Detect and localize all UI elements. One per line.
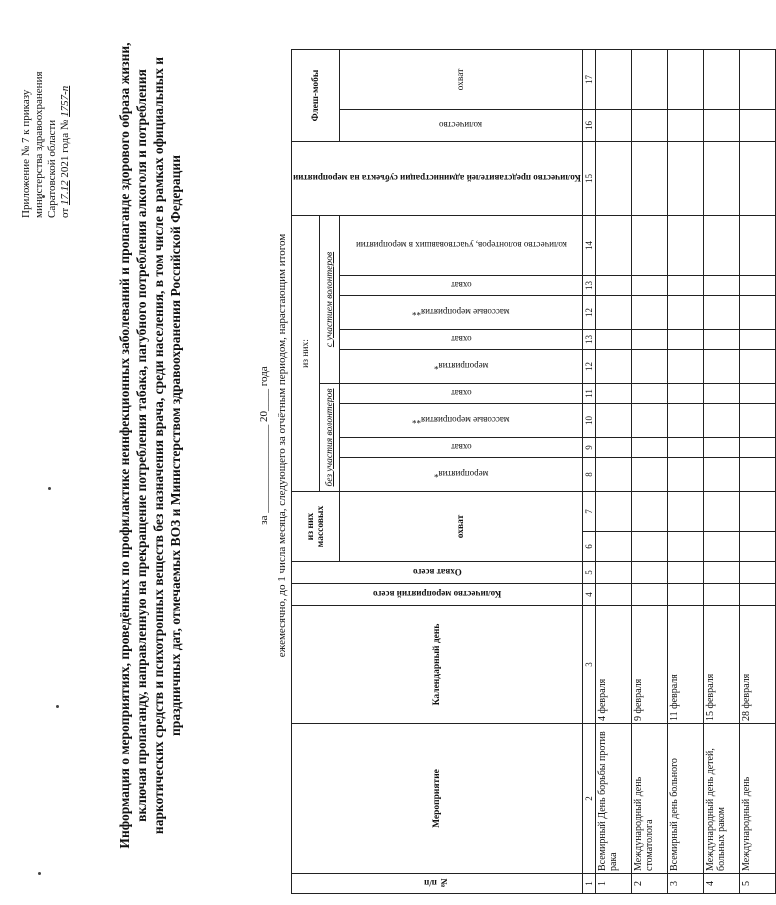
approval-number: 1757-п	[59, 85, 71, 117]
header-coverage-3: охват	[340, 330, 583, 350]
column-number-row: 1 2 3 4 5 6 7 8 9 10 11 12 13 12 13 14 15 16 17	[582, 50, 595, 894]
header-coverage-1: охват	[340, 438, 583, 458]
header-mass-events-2: массовые мероприятия**	[340, 296, 583, 330]
table-row: 2 Международный день стоматолога 9 февраля	[631, 50, 667, 894]
header-coverage-2: охват	[340, 384, 583, 404]
header-event: Мероприятие	[292, 724, 583, 874]
header-events-1: мероприятия*	[340, 458, 583, 492]
approval-date-line: от 17.12 2021 года № 1757-п	[59, 85, 71, 218]
header-mass-events-1: массовые мероприятия**	[340, 404, 583, 438]
header-flashmob-coverage: охват	[340, 50, 583, 110]
approval-line-3: Саратовской области	[46, 119, 58, 218]
header-mass: из них массовых	[292, 492, 340, 562]
header-representatives: Количество представителей администрации субъекта на мероприятии	[292, 142, 583, 216]
header-count-total: Количество мероприятий всего	[292, 584, 583, 606]
reporting-subtitle: ежемесячно, до 1 числа месяца, следующего за отчётным периодом, нарастающим итогом	[276, 233, 288, 658]
approval-line-1: Приложение № 7 к приказу	[20, 89, 32, 218]
table-row: 3 Всемирный день больного 11 февраля	[667, 50, 703, 894]
table-row: 5 Международный день 28 февраля	[739, 50, 775, 894]
approval-block	[20, 0, 72, 218]
header-of-them: из них:	[292, 216, 320, 492]
header-coverage-total: Охват всего	[292, 562, 583, 584]
events-table	[291, 49, 776, 894]
approval-date: 17.12	[59, 180, 71, 206]
header-flashmob-quantity: количество	[340, 110, 583, 142]
header-coverage-4: охват	[340, 276, 583, 296]
header-no: № п/п	[292, 874, 583, 894]
header-with-volunteers: с участием волонтеров	[320, 216, 340, 384]
header-without-volunteers: без участия волонтеров	[320, 384, 340, 492]
document-title: Информация о мероприятиях, проведённых по профилактике неинфекционных заболеваний и пропаганде здорового образа жизни, включая пропаганду, направленную на прекращение потребления табака, пагубного потребления алкоголя и потребления наркотических средств и психотропных веществ без назначения врача, среди населения, в том числе в рамках официальных и праздничных дат, отмечаемых ВОЗ и Министерством здравоохранения Российской Федерации	[117, 42, 183, 849]
reporting-period: за ________________ 20____ года	[258, 366, 270, 525]
header-flashmobs: Флеш-мобы	[292, 50, 340, 142]
header-mass-coverage: охват	[340, 492, 583, 562]
table-row: 4 Международный день детей, больных раком 15 февраля	[703, 50, 739, 894]
approval-line-2: министерства здравоохранения	[33, 71, 45, 218]
header-volunteers-count: количество волонтеров, участвовавших в мероприятии	[340, 216, 583, 276]
table-row: 1 Всемирный День борьбы против рака 4 февраля	[595, 50, 631, 894]
rotated-document-sheet	[8, 8, 752, 898]
header-calendar-day: Календарный день	[292, 606, 583, 724]
header-events-2: мероприятия*	[340, 350, 583, 384]
